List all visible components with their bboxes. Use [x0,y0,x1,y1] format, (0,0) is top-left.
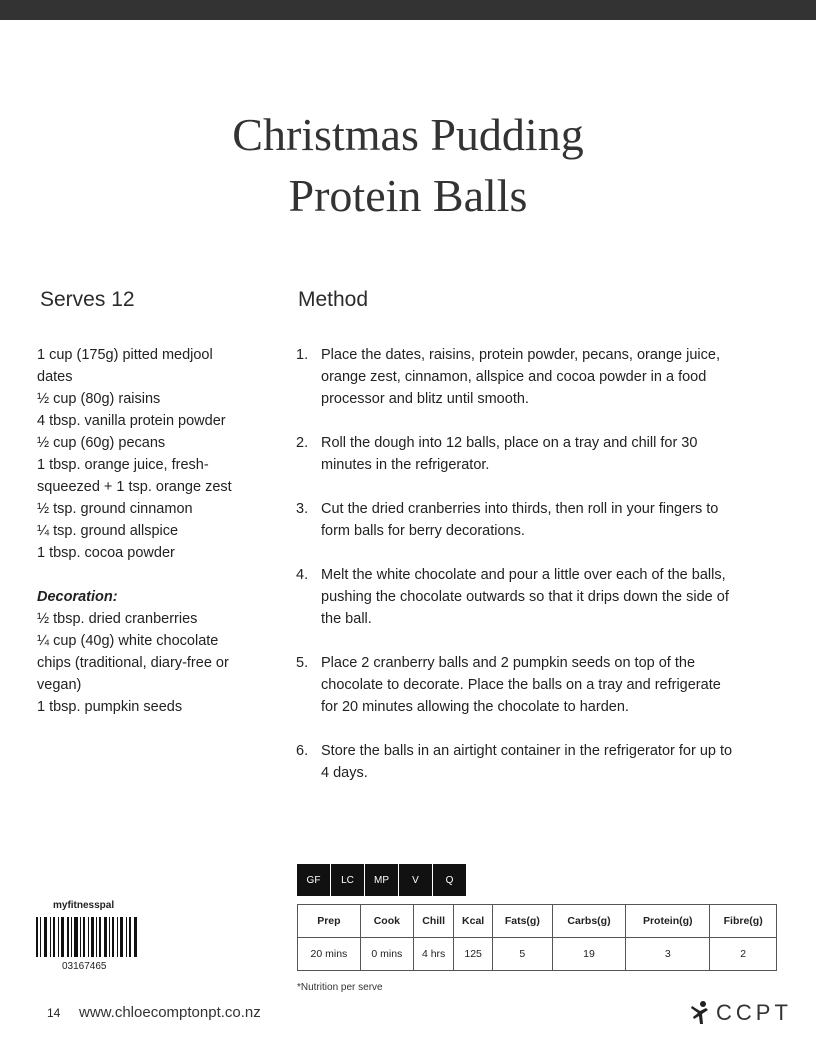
nutrition-header-cell: Chill [413,905,453,938]
ingredient-line: dates [37,369,73,385]
ingredient-line: ½ cup (60g) pecans [37,435,166,451]
myfitnesspal-label: myfitnesspal [53,900,115,911]
step-text-line: Cut the dried cranberries into thirds, then roll in your fingers to [321,501,719,517]
step-text-line: processor and blitz until smooth. [321,391,529,407]
step-text-line: Place 2 cranberry balls and 2 pumpkin seeds on top of the [321,655,696,671]
diet-badges [297,864,467,896]
step-text-line: orange zest, cinnamon, allspice and cocoa powder in a food [321,369,707,385]
nutrition-table [297,904,777,971]
nutrition-value-cell: 20 mins [298,938,361,971]
nutrition-value-cell: 125 [454,938,493,971]
step-text-line: Melt the white chocolate and pour a little over each of the balls, [321,567,726,583]
nutrition-header-cell: Prep [298,905,361,938]
method-step [296,652,776,718]
method-heading: Method [298,288,369,311]
ingredient-line: 1 tbsp. cocoa powder [37,545,175,561]
step-text-line: the ball. [321,611,372,627]
step-text-line: form balls for berry decorations. [321,523,525,539]
nutrition-value-cell: 4 hrs [413,938,453,971]
nutrition-value-cell: 2 [710,938,777,971]
nutrition-note: *Nutrition per serve [297,982,383,993]
method-step [296,432,776,476]
website-link[interactable]: www.chloecomptonpt.co.nz [79,1004,261,1021]
nutrition-header-cell: Fats(g) [492,905,552,938]
nutrition-header-cell: Kcal [454,905,493,938]
step-text-line: 4 days. [321,765,368,781]
recipe-title-line-2: Protein Balls [288,170,528,221]
method-step [296,564,776,630]
nutrition-header-cell: Fibre(g) [710,905,777,938]
method-step [296,344,776,410]
ccpt-logo [690,1000,792,1026]
step-number: 5. [296,655,309,671]
step-text-line: Roll the dough into 12 balls, place on a tray and chill for 30 [321,435,698,451]
diet-badge: LC [331,864,364,896]
top-bar [0,0,816,20]
barcode-icon [36,917,138,957]
decoration-line: vegan) [37,677,82,693]
step-number: 6. [296,743,309,759]
recipe-title [0,104,816,226]
method-step [296,740,776,784]
ingredient-line: ¼ tsp. ground allspice [37,523,179,539]
decoration-heading: Decoration: [37,589,118,605]
nutrition-value-cell: 5 [492,938,552,971]
nutrition-header-cell: Protein(g) [626,905,710,938]
nutrition-header-cell: Cook [360,905,413,938]
method-steps [296,344,776,806]
decoration-line: ¼ cup (40g) white chocolate [37,633,219,649]
diet-badge: GF [297,864,330,896]
decoration-line: 1 tbsp. pumpkin seeds [37,699,183,715]
ingredient-line: 4 tbsp. vanilla protein powder [37,413,226,429]
decoration-line: ½ tbsp. dried cranberries [37,611,198,627]
nutrition-value-cell: 3 [626,938,710,971]
diet-badge: MP [365,864,398,896]
ingredients-list [37,344,267,718]
ingredient-line: 1 tbsp. orange juice, fresh- [37,457,209,473]
page-number: 14 [47,1006,61,1020]
serves-heading: Serves 12 [40,288,135,311]
diet-badge: Q [433,864,466,896]
step-text-line: Store the balls in an airtight container in the refrigerator for up to [321,743,733,759]
logo-text: CCPT [716,1000,792,1025]
step-text-line: minutes in the refrigerator. [321,457,490,473]
step-number: 3. [296,501,309,517]
step-text-line: chocolate to decorate. Place the balls on a tray and refrigerate [321,677,721,693]
step-number: 2. [296,435,309,451]
step-number: 4. [296,567,309,583]
step-number: 1. [296,347,309,363]
nutrition-header-row [298,905,777,938]
step-text-line: for 20 minutes allowing the chocolate to harden. [321,699,629,715]
ingredient-line: ½ cup (80g) raisins [37,391,161,407]
nutrition-value-cell: 0 mins [360,938,413,971]
step-text-line: pushing the chocolate outwards so that it drips down the side of [321,589,729,605]
barcode-number: 03167465 [62,961,107,972]
ingredient-line: 1 cup (175g) pitted medjool [37,347,213,363]
nutrition-value-row [298,938,777,971]
recipe-title-line-1: Christmas Pudding [232,109,584,160]
step-text-line: Place the dates, raisins, protein powder, pecans, orange juice, [321,347,720,363]
diet-badge: V [399,864,432,896]
ingredient-line: squeezed + 1 tsp. orange zest [37,479,232,495]
decoration-line: chips (traditional, diary-free or [37,655,229,671]
ingredient-line: ½ tsp. ground cinnamon [37,501,193,517]
nutrition-header-cell: Carbs(g) [552,905,625,938]
figure-logo-icon [690,1000,712,1026]
nutrition-value-cell: 19 [552,938,625,971]
method-step [296,498,776,542]
